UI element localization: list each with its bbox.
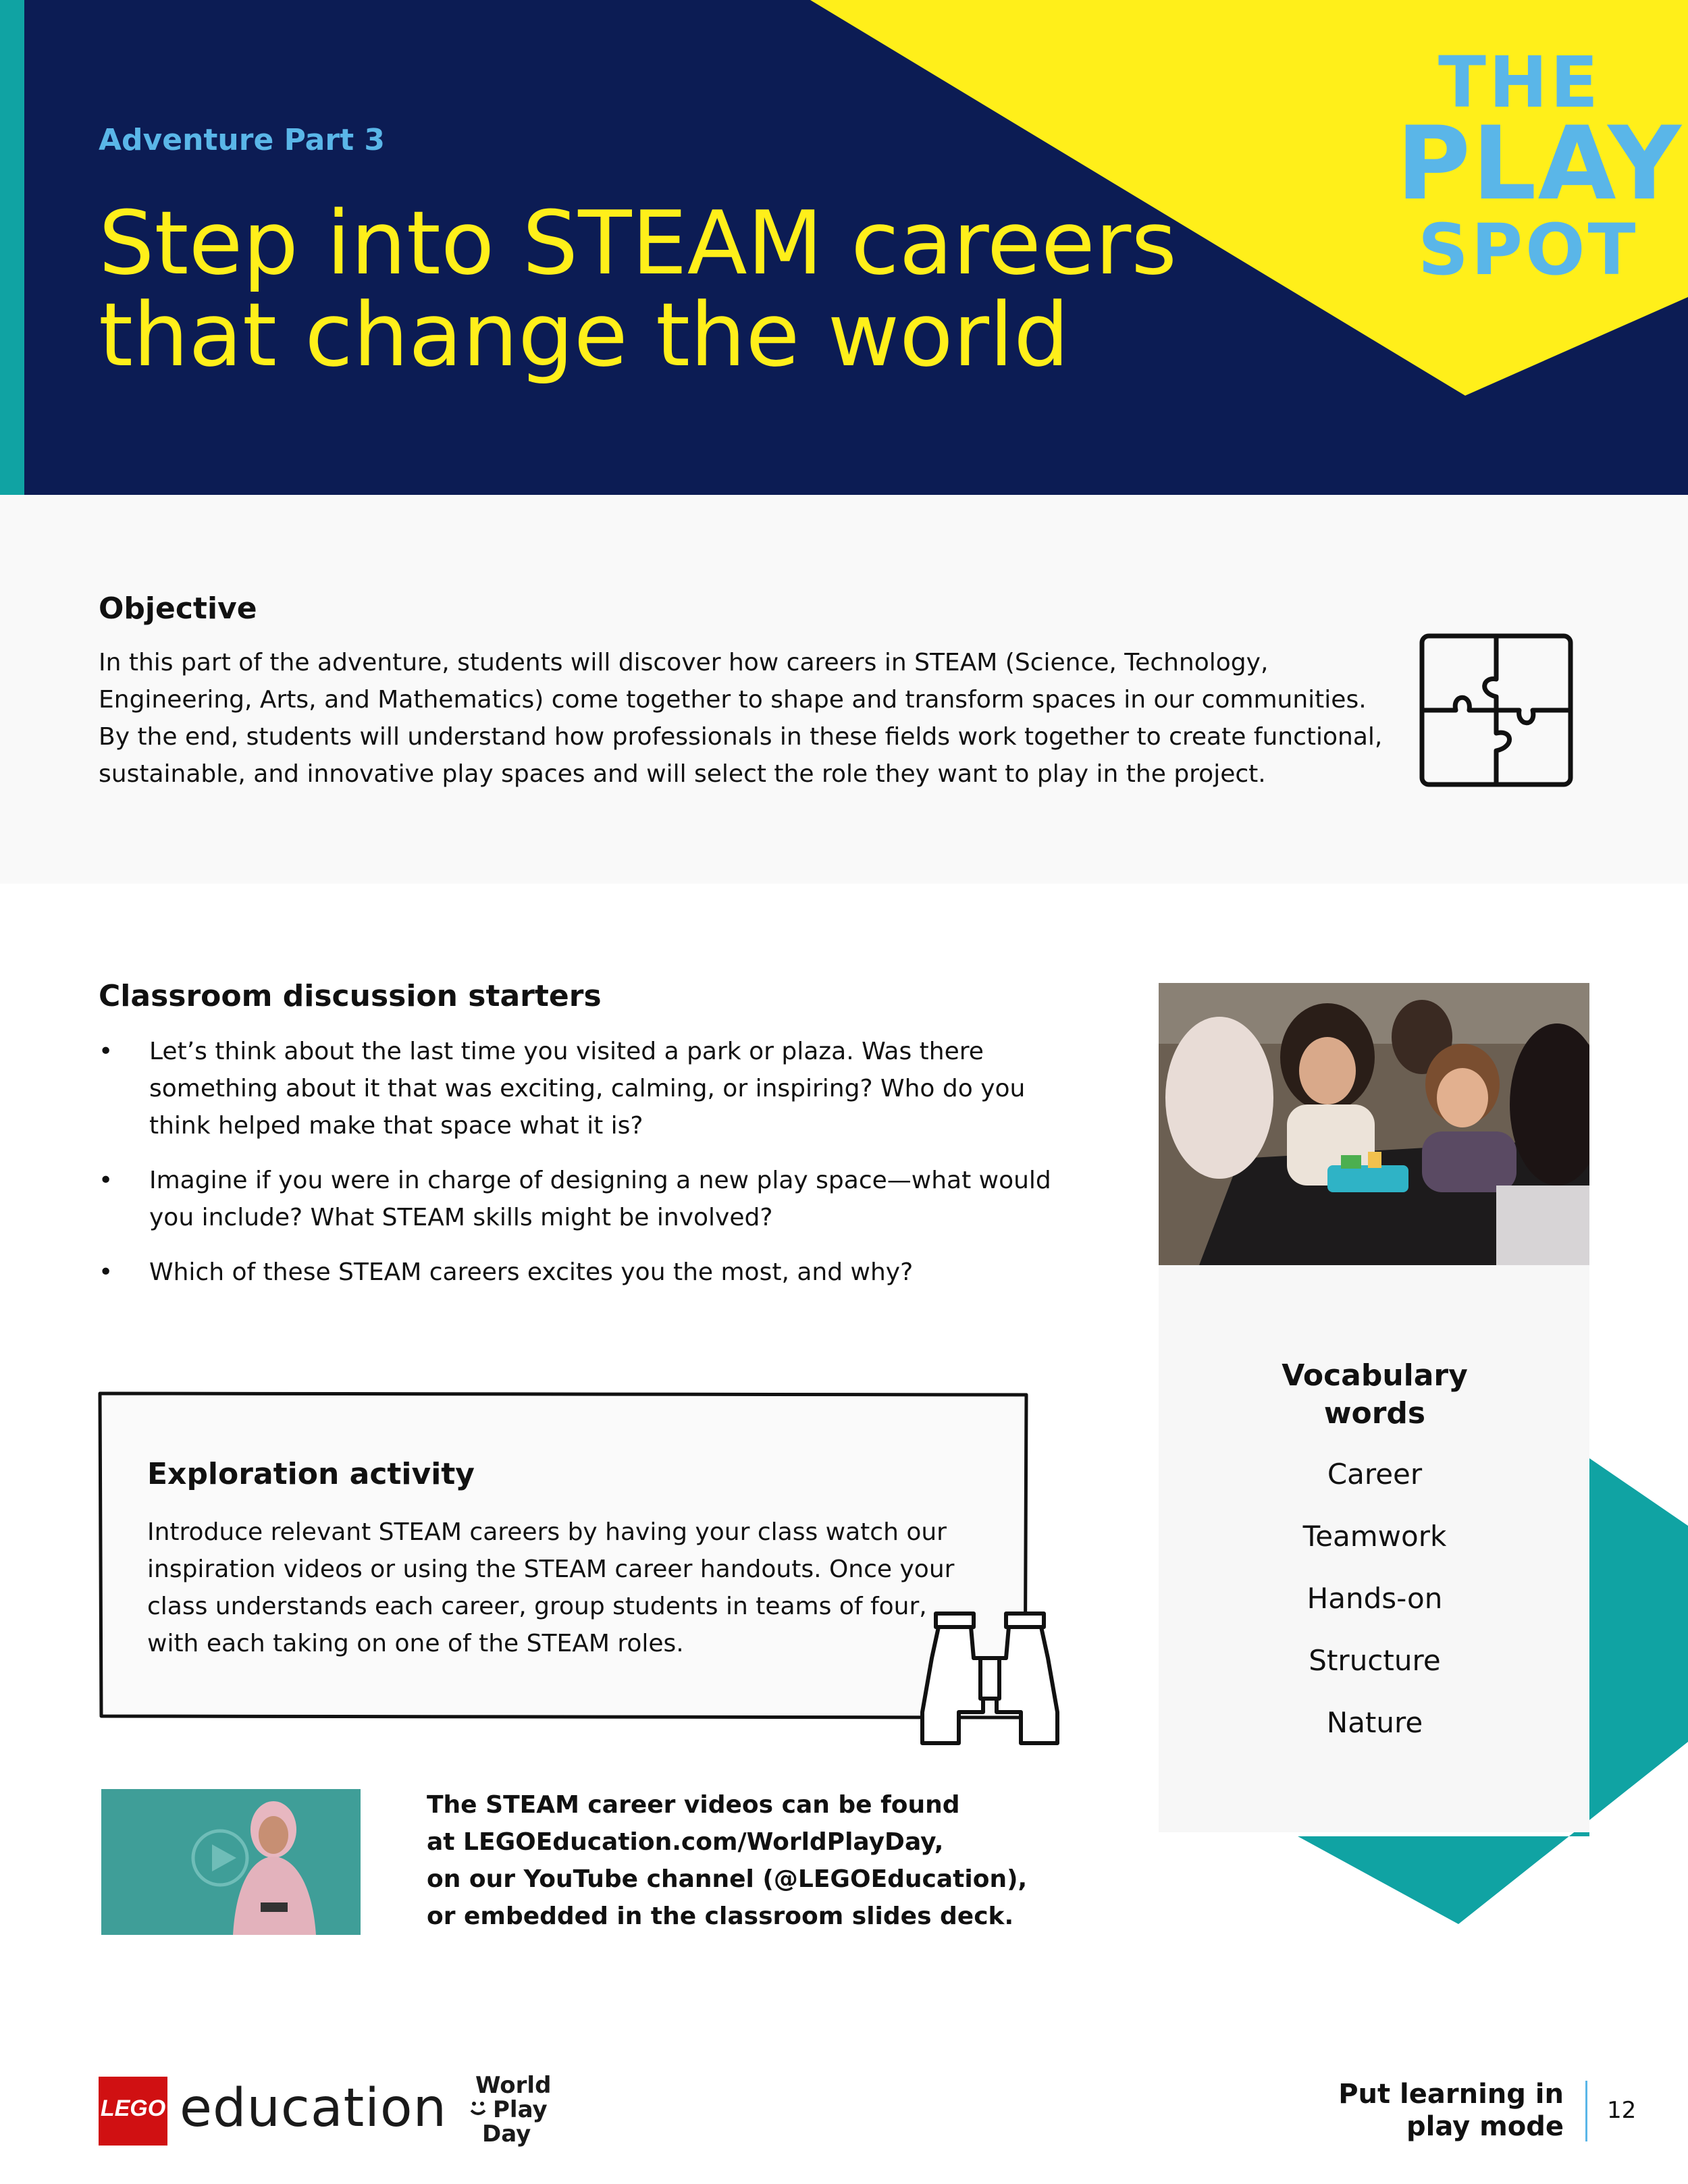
wpd-line-2: Play (493, 2096, 548, 2123)
wpd-line-1: World (475, 2072, 552, 2099)
video-thumbnail[interactable] (101, 1789, 361, 1935)
vocabulary-word: Teamwork (1302, 1520, 1447, 1553)
logo-line-play: PLAY (1396, 105, 1683, 223)
vocabulary-word: Structure (1309, 1644, 1441, 1677)
video-note-line-1: The STEAM career videos can be found (427, 1791, 960, 1819)
footer-divider (1585, 2081, 1587, 2141)
video-note-line-4: or embedded in the classroom slides deck. (427, 1902, 1014, 1930)
world-play-day-logo (467, 2074, 562, 2147)
page-title (99, 192, 1179, 386)
lego-logo (99, 2077, 167, 2146)
video-availability-note (427, 1786, 1034, 1935)
wpd-line-3: Day (482, 2121, 531, 2148)
vocabulary-word: Nature (1326, 1706, 1423, 1739)
page-title-line-2: that change the world (99, 284, 1070, 386)
discussion-item: • Imagine if you were in charge of designing a new play space—what would you include? What STEAM skills might be involved? (99, 1162, 1078, 1236)
objective-heading: Objective (99, 591, 257, 626)
footer-tagline-line-2: play mode (1406, 2111, 1564, 2142)
education-wordmark: education (180, 2078, 448, 2139)
page-title-line-1: Step into STEAM careers (99, 192, 1178, 294)
adventure-part-label: Adventure Part 3 (99, 123, 386, 157)
logo-line-spot: SPOT (1418, 209, 1639, 291)
vocabulary-word: Career (1327, 1458, 1423, 1491)
discussion-item: • Which of these STEAM careers excites you the most, and why? (99, 1254, 1078, 1291)
lego-logo-text: LEGO (100, 2096, 166, 2121)
discussion-heading: Classroom discussion starters (99, 979, 602, 1013)
objective-body: In this part of the adventure, students will discover how careers in STEAM (Science, Technology, Engineering, Arts, and Mathematics) come together to shape and transform spaces in our communities. By the end, students will understand how professionals in these fields work together to create functional, sustainable, and innovative play spaces and will select the role they want to play in the project. (99, 649, 1383, 788)
puzzle-icon (1418, 632, 1575, 789)
exploration-heading: Exploration activity (147, 1457, 475, 1491)
video-thumbnail-illustration (101, 1789, 361, 1935)
discussion-list (99, 1033, 1078, 1308)
discussion-item: • Let’s think about the last time you visited a park or plaza. Was there something about it that was exciting, calming, or inspiring? Who do you think helped make that space what it is? (99, 1033, 1078, 1144)
page-number: 12 (1607, 2097, 1637, 2124)
vocabulary-heading: Vocabulary words (1282, 1358, 1468, 1431)
header-banner (0, 0, 1688, 495)
vocabulary-word: Hands-on (1307, 1582, 1443, 1615)
smile-icon (467, 2098, 490, 2121)
binoculars-icon (918, 1611, 1061, 1753)
header-teal-strip (0, 0, 24, 495)
footer-tagline-line-1: Put learning in (1338, 2079, 1564, 2110)
logo-line-the: THE (1438, 41, 1602, 124)
video-note-line-2[interactable]: at LEGOEducation.com/WorldPlayDay, (427, 1828, 944, 1856)
video-note-line-3[interactable]: on our YouTube channel (@LEGOEducation), (427, 1865, 1028, 1893)
footer-tagline (1323, 2078, 1564, 2143)
the-play-spot-logo (1384, 41, 1683, 297)
classroom-photo (1159, 983, 1589, 1265)
exploration-body: Introduce relevant STEAM careers by having your class watch our inspiration videos or using the STEAM career handouts. Once your class understands each career, group students in teams of four, with each taking on one of the STEAM roles. (147, 1518, 955, 1657)
classroom-photo-illustration (1159, 983, 1589, 1265)
